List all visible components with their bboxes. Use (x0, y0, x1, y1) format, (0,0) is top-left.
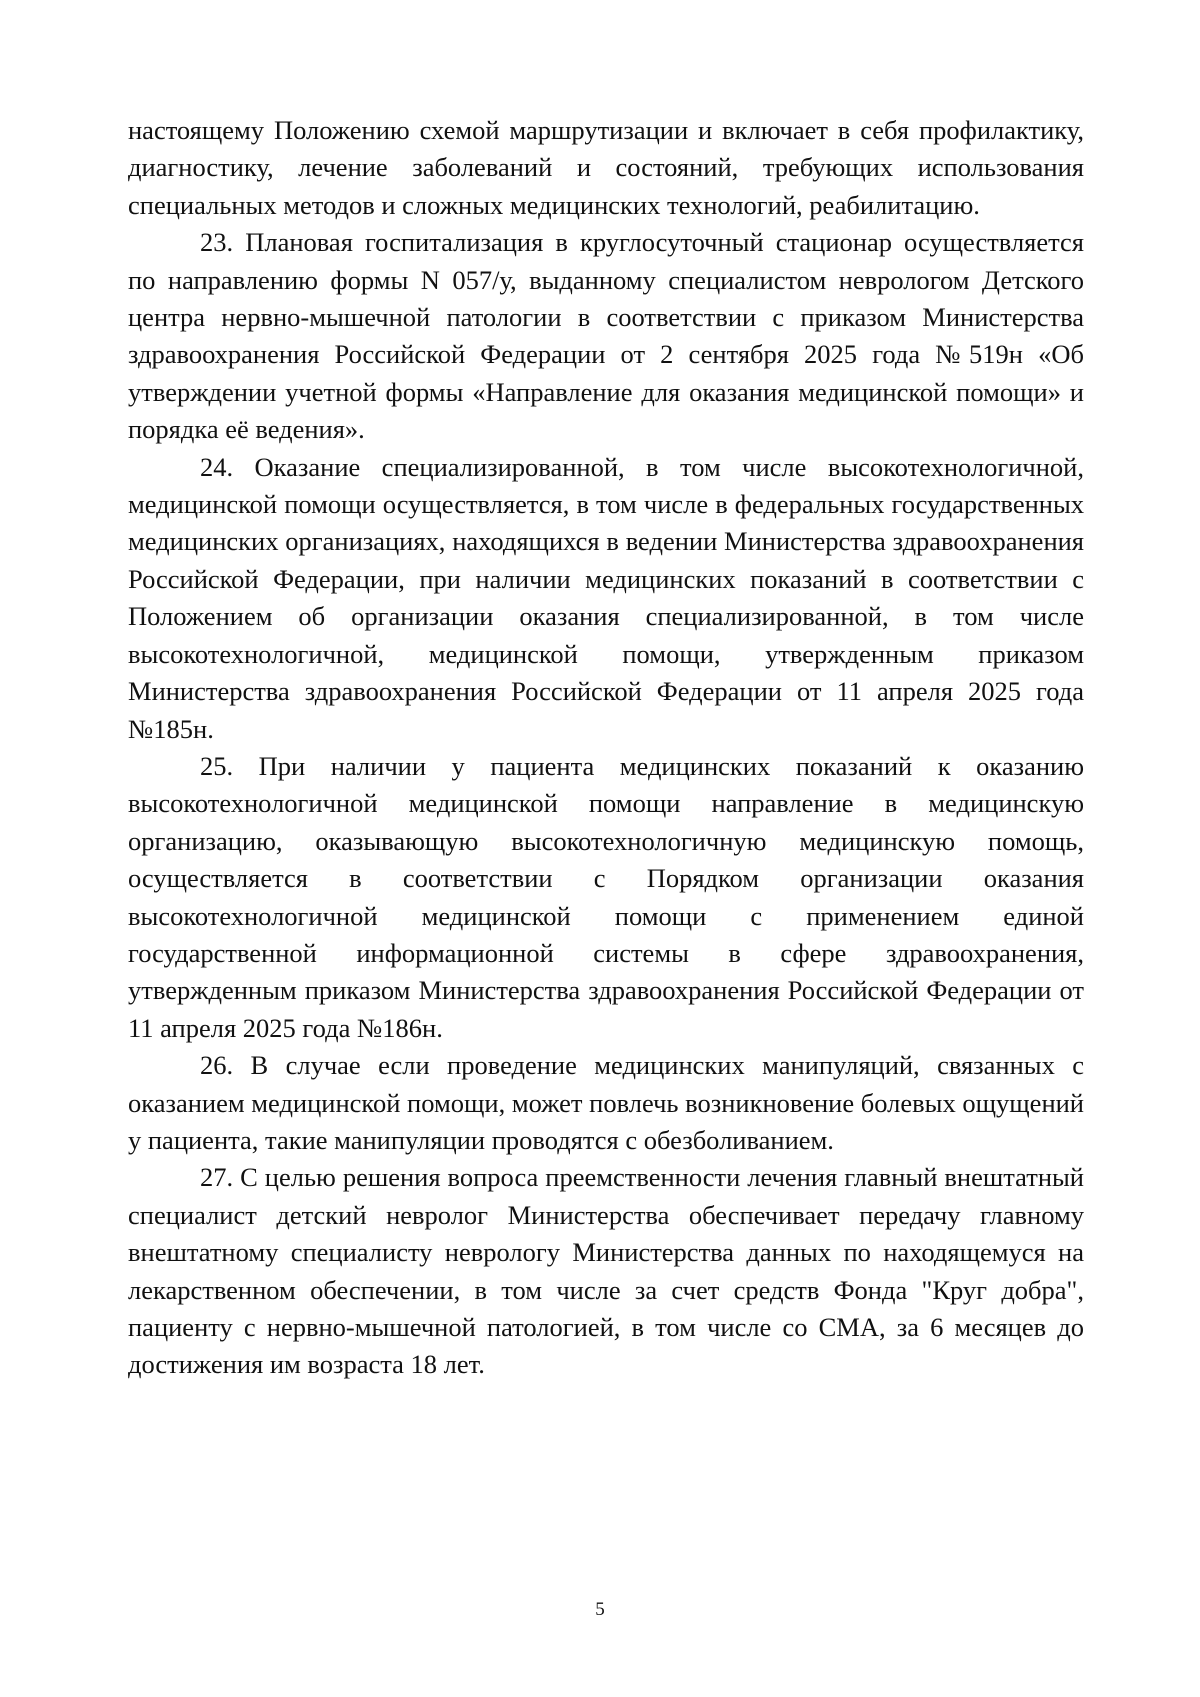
paragraph-item-27: 27. С целью решения вопроса преемственности лечения главный внештатный специалист детский невролог Министерства обеспечивает передачу главному внештатному специалисту неврологу Министерства данных по находящемуся на лекарственном обеспечении, в том числе за счет средств Фонда "Круг добра", пациенту с нервно-мышечной патологией, в том числе со СМА, за 6 месяцев до достижения им возраста 18 лет. (128, 1162, 1084, 1380)
paragraph-item-24: 24. Оказание специализированной, в том числе высокотехнологичной, медицинской помощи осуществляется, в том числе в федеральных государственных медицинских организациях, находящихся в ведении Министерства здравоохранения Российской Федерации, при наличии медицинских показаний в соответствии с Положением об организации оказания специализированной, в том числе высокотехнологичной, медицинской помощи, утвержденным приказом Министерства здравоохранения Российской Федерации от 11 апреля 2025 года №185н. (128, 451, 1084, 744)
document-body (128, 112, 1084, 1384)
paragraph-item-25: 25. При наличии у пациента медицинских показаний к оказанию высокотехнологичной медицинской помощи направление в медицинскую организацию, оказывающую высокотехнологичную медицинскую помощь, осуществляется в соответствии с Порядком организации оказания высокотехнологичной медицинской помощи с применением единой государственной информационной системы в сфере здравоохранения, утвержденным приказом Министерства здравоохранения Российской Федерации от 11 апреля 2025 года №186н. (128, 750, 1084, 1043)
paragraph-item-23: 23. Плановая госпитализация в круглосуточный стационар осуществляется по направлению формы N 057/у, выданному специалистом неврологом Детского центра нервно-мышечной патологии в соответствии с приказом Министерства здравоохранения Российской Федерации от 2 сентября 2025 года №519н «Об утверждении учетной формы «Направление для оказания медицинской помощи» и порядка её ведения». (128, 227, 1084, 445)
paragraph-continuation: настоящему Положению схемой маршрутизации и включает в себя профилактику, диагностику, лечение заболеваний и состояний, требующих использования специальных методов и сложных медицинских технологий, реабилитацию. (128, 115, 1084, 220)
paragraph-item-26: 26. В случае если проведение медицинских манипуляций, связанных с оказанием медицинской помощи, может повлечь возникновение болевых ощущений у пациента, такие манипуляции проводятся с обезболиванием. (128, 1050, 1084, 1155)
page-number: 5 (595, 1599, 605, 1620)
